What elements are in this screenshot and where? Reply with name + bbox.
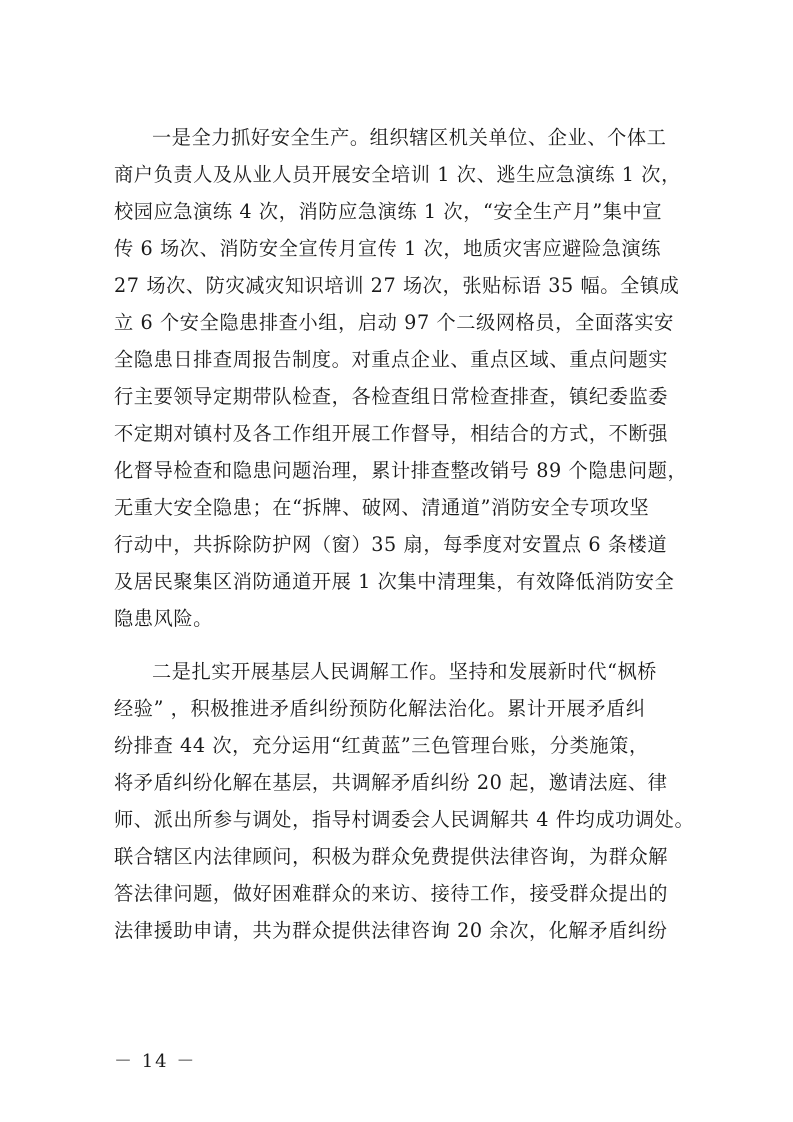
paragraph-line: 将矛盾纠纷化解在基层，共调解矛盾纠纷 20 起，邀请法庭、律 (114, 771, 668, 794)
paragraph-line: 纷排查 44 次，充分运用“红黄蓝”三色管理台账，分类施策， (114, 734, 649, 757)
paragraph-safety-production (114, 119, 687, 637)
paragraph-line: 师、派出所参与调处，指导村调委会人民调解共 4 件均成功调处。 (114, 808, 695, 831)
paragraph-line: 立 6 个安全隐患排查小组，启动 97 个二级网格员，全面落实安 (114, 311, 674, 334)
paragraph-line: 答法律问题，做好困难群众的来访、接待工作，接受群众提出的 (114, 882, 669, 905)
paragraph-line: 一是全力抓好安全生产。组织辖区机关单位、企业、个体工 (152, 126, 667, 149)
paragraph-line: 二是扎实开展基层人民调解工作。坚持和发展新时代“枫桥 (152, 660, 658, 683)
paragraph-line: 无重大安全隐患；在“拆牌、破网、清通道”消防安全专项攻坚 (114, 496, 650, 519)
paragraph-line: 传 6 场次、消防安全宣传月宣传 1 次，地质灾害应避险急演练 (114, 237, 662, 260)
paragraph-line: 隐患风险。 (114, 607, 213, 630)
paragraph-line: 27 场次、防灾减灾知识培训 27 场次，张贴标语 35 幅。全镇成 (114, 274, 680, 297)
paragraph-line: 及居民聚集区消防通道开展 1 次集中清理集，有效降低消防安全 (114, 570, 675, 593)
paragraph-line: 法律援助申请，共为群众提供法律咨询 20 余次，化解矛盾纠纷 (114, 919, 668, 942)
paragraph-line: 行动中，共拆除防护网（窗）35 扇，每季度对安置点 6 条楼道 (114, 533, 668, 556)
page-number: － 14 － (114, 1051, 197, 1072)
paragraph-mediation (114, 653, 694, 949)
paragraph-line: 商户负责人及从业人员开展安全培训 1 次、逃生应急演练 1 次， (114, 163, 681, 186)
paragraph-line: 化督导检查和隐患问题治理，累计排查整改销号 89 个隐患问题， (114, 459, 688, 482)
paragraph-line: 行主要领导定期带队检查，各检查组日常检查排查，镇纪委监委 (114, 385, 669, 408)
paragraph-line: 联合辖区内法律顾问，积极为群众免费提供法律咨询，为群众解 (114, 845, 669, 868)
paragraph-line: 校园应急演练 4 次，消防应急演练 1 次，“安全生产月”集中宣 (114, 200, 663, 223)
paragraph-line: 经验” ，积极推进矛盾纠纷预防化解法治化。累计开展矛盾纠 (114, 697, 646, 720)
paragraph-line: 全隐患日排查周报告制度。对重点企业、重点区域、重点问题实 (114, 348, 669, 371)
paragraph-line: 不定期对镇村及各工作组开展工作督导，相结合的方式，不断强 (114, 422, 669, 445)
